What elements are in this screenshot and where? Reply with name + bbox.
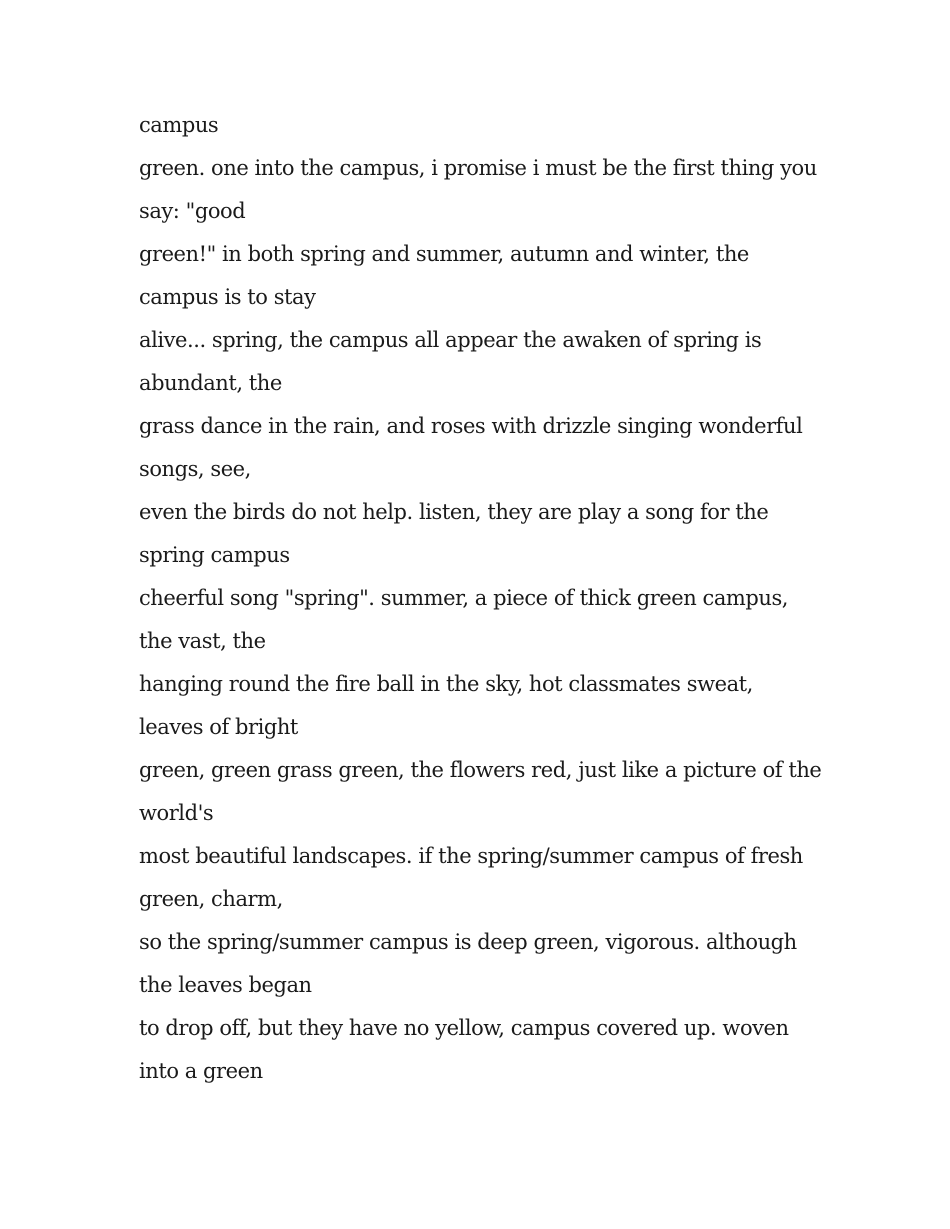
body-text bbox=[139, 104, 829, 1093]
text-line: world's bbox=[139, 801, 214, 825]
text-line: alive... spring, the campus all appear the awaken of spring is bbox=[139, 328, 762, 352]
text-line: abundant, the bbox=[139, 371, 282, 395]
text-line: green, green grass green, the flowers red, just like a picture of the bbox=[139, 758, 822, 782]
text-line: green, charm, bbox=[139, 887, 283, 911]
text-line: even the birds do not help. listen, they are play a song for the bbox=[139, 500, 769, 524]
text-line: most beautiful landscapes. if the spring/summer campus of fresh bbox=[139, 844, 803, 868]
text-line: say: "good bbox=[139, 199, 246, 223]
text-line: cheerful song "spring". summer, a piece of thick green campus, bbox=[139, 586, 789, 610]
text-line: to drop off, but they have no yellow, campus covered up. woven bbox=[139, 1016, 789, 1040]
text-line: the vast, the bbox=[139, 629, 266, 653]
text-line: grass dance in the rain, and roses with drizzle singing wonderful bbox=[139, 414, 803, 438]
text-line: the leaves began bbox=[139, 973, 312, 997]
text-line: green!" in both spring and summer, autumn and winter, the bbox=[139, 242, 749, 266]
text-line: hanging round the fire ball in the sky, hot classmates sweat, bbox=[139, 672, 753, 696]
text-line: leaves of bright bbox=[139, 715, 298, 739]
text-line: campus is to stay bbox=[139, 285, 316, 309]
text-line: into a green bbox=[139, 1059, 263, 1083]
text-line: songs, see, bbox=[139, 457, 251, 481]
text-line: spring campus bbox=[139, 543, 290, 567]
text-line: green. one into the campus, i promise i must be the first thing you bbox=[139, 156, 817, 180]
text-line: campus bbox=[139, 113, 219, 137]
text-line: so the spring/summer campus is deep green, vigorous. although bbox=[139, 930, 797, 954]
